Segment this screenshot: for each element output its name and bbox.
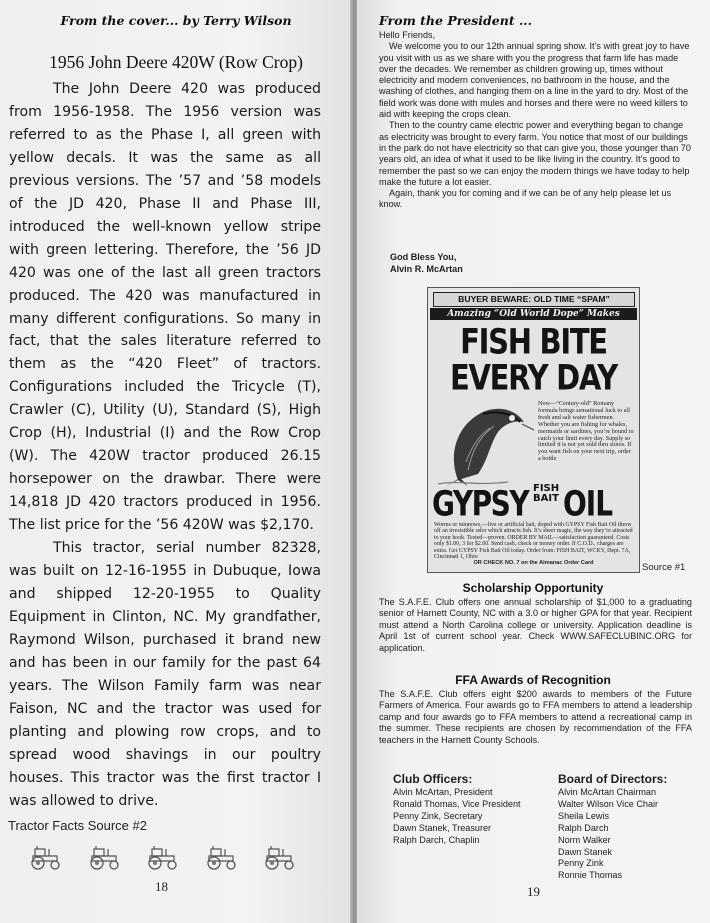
director-name: Dawn Stanek [558, 846, 613, 857]
ffa-title: FFA Awards of Recognition [455, 673, 611, 687]
article-title: 1956 John Deere 420W (Row Crop) [49, 52, 303, 72]
director-name: Ronnie Thomas [558, 870, 623, 881]
article-paragraph-1: The John Deere 420 was produced from 1956-1958. The 1956 version was referred to as the Phase I, all green with yellow decals. It was the same as all previous versions. The ’57 and ’58 models of the JD 420, Phase II and Phase III, introduced the well-known yellow stripe with green lettering. Therefore, the ’56 JD 420 was one of the last all green tractors produced. The 420 was manufactured in many different configurations. So many in fact, that the sales literature referred to them as the “420 Fleet” of tractors. Configurations included the Tricycle (T), Crawler (C), Utility (U), Standard (S), High Crop (H), Industrial (I) and the Row Crop (W). The 420W tractor produced 26.15 horsepower on the drawbar. There were 14,818 JD 420 tractors produced in 1956. The list price for the ’56 420W was $2,170. [9, 81, 321, 534]
letter-greeting: Hello Friends, [379, 30, 436, 40]
fish-bait-ad [427, 287, 640, 573]
director-name: Sheila Lewis [558, 810, 610, 821]
ad-product-gypsy: GYPSY [432, 483, 529, 525]
ad-top-banner: BUYER BEWARE: OLD TIME “SPAM” [433, 292, 635, 307]
ad-blurb: Now—“Century-old” Romany formula brings sensational luck to all fresh and salt water fishermen. Whether you are fishing for whales, mermaids or sardines, you’re bound to catch your limit every day. Supply so limited it is not yet sold thru stores. If you want fish on your next trip, order a bottle [538, 400, 634, 463]
officer-name: Alvin McArtan, President [393, 787, 493, 797]
tractor-icon [27, 843, 63, 871]
letter-signature: Alvin R. McArtan [390, 264, 463, 274]
tractor-icon-row [27, 843, 297, 871]
page-number-left: 18 [155, 879, 168, 894]
officer-name: Penny Zink, Secretary [393, 810, 483, 821]
ad-source: Source #1 [642, 562, 686, 573]
letter-closing: God Bless You, [390, 252, 457, 262]
tractor-icon [203, 843, 239, 871]
officer-name: Ralph Darch, Chaplin [393, 834, 480, 845]
tractor-icon [144, 843, 180, 871]
director-name: Alvin McArtan Chairman [558, 787, 657, 797]
ad-headline-2: EVERY DAY [450, 357, 617, 398]
officer-name: Dawn Stanek, Treasurer [393, 822, 492, 833]
tractor-icon [86, 843, 122, 871]
letter-paragraph-3: Again, thank you for coming and if we can be of any help please let us know. [379, 188, 672, 210]
board-of-directors [558, 772, 667, 882]
ad-order-line: OR CHECK NO. 7 on the Almanac Order Card [473, 560, 594, 566]
officer-name: Ronald Thomas, Vice President [393, 798, 521, 809]
letter-paragraph-1: We welcome you to our 12th annual spring show. It’s with great joy to have you visit with us as we share with you the progress that farm life has made over the decades. We remember as children growing up, times without electricity and modern conveniences, no bathroom in the house, and the washing of clothes, and hanging them on a line in the yard to dry. Most of the field work was done with mules and horses and there were no weed killers to aid with keeping the crops clean. [379, 41, 690, 120]
cover-header: From the cover... by Terry Wilson [60, 13, 292, 28]
ad-tagline: Amazing “Old World Dope” Makes [430, 308, 637, 320]
ad-headline-1: FISH BITE [460, 321, 607, 362]
tractor-icon [261, 843, 297, 871]
board-heading: Board of Directors: [558, 772, 668, 786]
president-header: From the President ... [379, 13, 533, 28]
club-officers [393, 772, 521, 847]
scholarship-text: The S.A.F.E. Club offers one annual scholarship of $1,000 to a graduating senior of Harnett County, NC with a 3.0 or higher GPA for that year. Recipient must attend a North Carolina college or university. Application deadline is April 1st of current school year. Check WWW.SAFECLUBINC.ORG for application. [379, 597, 692, 653]
officers-heading: Club Officers: [393, 772, 473, 786]
director-name: Walter Wilson Vice Chair [558, 798, 659, 809]
leaping-fish-illustration [438, 400, 538, 488]
page-number-right: 19 [527, 884, 540, 899]
page-18 [0, 0, 352, 923]
president-letter [379, 30, 694, 211]
article-paragraph-2: This tractor, serial number 82328, was built on 12-16-1955 in Dubuque, Iowa and shipped 12-20-1955 to Quality Equipment in Clinton, NC. My grandfather, Raymond Wilson, purchased it brand new and has been in our family for the past 64 years. The Wilson Family farm was near Faison, NC and the tractor was used for planting and plowing row crops, and to spread wood shavings in our poultry houses. This tractor was the first tractor I was allowed to drive. [9, 540, 321, 809]
ad-product-oil: OIL [563, 483, 613, 525]
director-name: Penny Zink [558, 858, 604, 869]
scholarship-title: Scholarship Opportunity [462, 581, 604, 595]
director-name: Norm Walker [558, 834, 611, 845]
article-body [9, 78, 321, 813]
letter-paragraph-2: Then to the country came electric power and everything began to change as electricity was brought to every farm. You notice that most of our buildings in the park do not have electricity so that can give you, those younger than 70 years old, an idea of what it used to be like living in the country. It’s good to remember the past so we can enjoy the modern things we have today to help make the future a lot easier. [379, 120, 691, 187]
ad-small-print: Worms or minnows,—live or artificial bait, doped with GYPSY Fish Bait Oil throw off an irresistible odor which attracts fish. It’s sheer magic, the way they’re attracted to your hook. Tested—proven. ORDER BY MAIL—satisfaction guaranteed. Costs only $1.00, 3 for $2.00. Send cash, check or money order. If C.O.D., charges are extra. Get GYPSY Fish Bait Oil today. Order from: FISH BAIT, WCKY, Dept. 7A, Cincinnati 1, Ohio [434, 522, 633, 561]
page-19 [357, 0, 710, 923]
tractor-facts-source: Tractor Facts Source #2 [8, 818, 147, 833]
ffa-text: The S.A.F.E. Club offers eight $200 awards to members of the Future Farmers of America. Four awards go to FFA members to attend a leadership camp and four awards go to FFA members to attend a recreational camp in the summer. These recipients are chosen by recommendation of the FFA teachers in the Harnett County Schools. [379, 689, 692, 745]
letter-signoff [390, 251, 463, 275]
ad-product-fish-bait: FISH BAIT [533, 483, 560, 504]
director-name: Ralph Darch [558, 822, 609, 833]
